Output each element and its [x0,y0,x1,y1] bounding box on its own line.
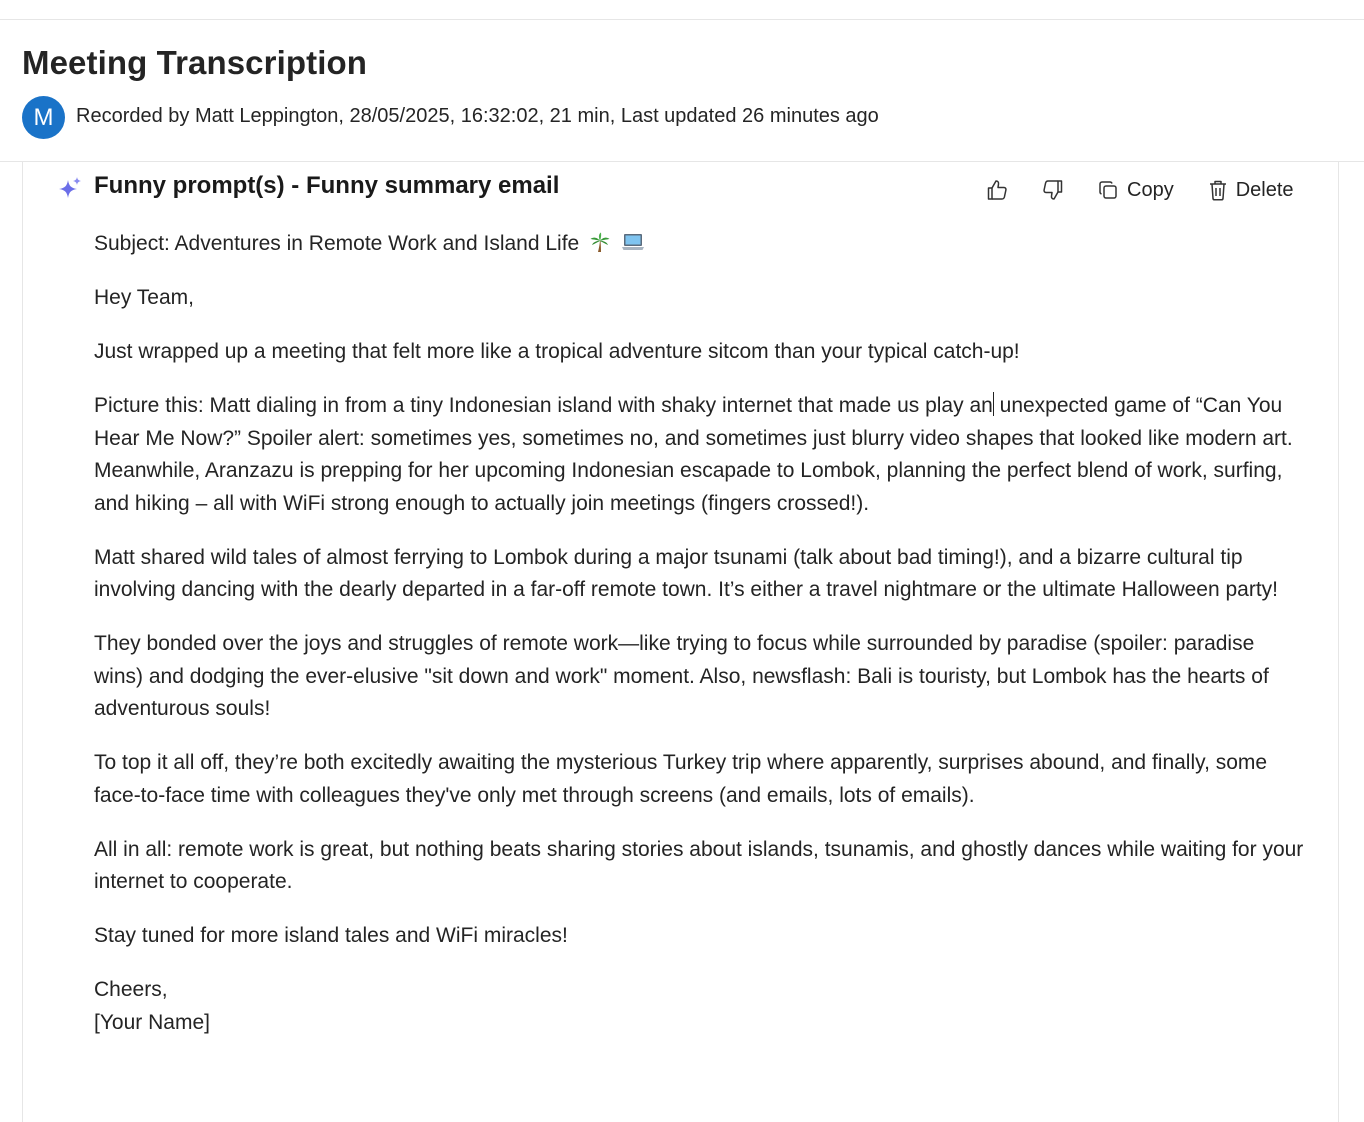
signoff-text: Cheers, [94,978,168,1001]
email-paragraph-1: Just wrapped up a meeting that felt more like a tropical adventure sitcom than your typical catch-up! [94,340,1020,363]
copy-label: Copy [1127,178,1174,201]
email-paragraph-2 [94,390,1309,520]
email-subject [94,228,1309,261]
email-greeting: Hey Team, [94,286,194,309]
page-header [0,20,1364,162]
email-body [94,228,1309,1039]
copy-button[interactable] [1097,176,1174,204]
copy-icon [1097,179,1119,201]
email-paragraph-7: Stay tuned for more island tales and WiFi miracles! [94,924,568,947]
delete-button[interactable] [1208,176,1294,204]
laptop-icon [621,231,645,253]
card-actions [985,176,1294,204]
email-paragraph-5: To top it all off, they’re both excitedly awaiting the mysterious Turkey trip where apparently, surprises abound, and finally, some face-to-face time with colleagues they've only met through screens (and emails, lots of emails). [94,751,1268,807]
summary-card [22,162,1339,1122]
card-title: Funny prompt(s) - Funny summary email [94,172,560,199]
palm-tree-icon [589,231,611,253]
delete-label: Delete [1235,178,1294,201]
avatar[interactable] [22,96,65,139]
email-paragraph-6: All in all: remote work is great, but nothing beats sharing stories about islands, tsunamis, and ghostly dances while waiting for your internet to cooperate. [94,837,1304,893]
avatar-letter: M [33,103,54,131]
signature-text: [Your Name] [94,1010,210,1034]
sparkle-icon [57,176,83,202]
recording-meta: Recorded by Matt Leppington, 28/05/2025, 16:32:02, 21 min, Last updated 26 minutes ago [76,105,879,127]
thumbs-down-icon [1041,178,1065,202]
page-title: Meeting Transcription [22,44,367,81]
email-paragraph-3: Matt shared wild tales of almost ferrying to Lombok during a major tsunami (talk about bad timing!), and a bizarre cultural tip involving dancing with the dearly departed in a far-off remote town. It’s either a travel nightmare or the ultimate Halloween party! [94,545,1279,601]
thumbs-up-icon [985,178,1009,202]
paragraph-2-end: unexpected game of “Can You Hear Me Now?” Spoiler alert: sometimes yes, sometimes no, and sometimes just blurry video shapes that looked like modern art. Meanwhile, Aranzazu is prepping for her upcoming Indonesian escapade to Lombok, planning the perfect blend of work, surfing, and hiking – all with WiFi strong enough to actually join meetings (fingers crossed!). [94,394,1293,515]
paragraph-2-start: Picture this: Matt dialing in from a tiny Indonesian island with shaky internet that made us play an [94,394,993,417]
subject-text: Subject: Adventures in Remote Work and Island Life [94,232,580,255]
trash-icon [1208,179,1228,201]
dislike-button[interactable] [1041,176,1065,204]
email-signoff [94,974,1309,1039]
email-paragraph-4: They bonded over the joys and struggles of remote work—like trying to focus while surrounded by paradise (spoiler: paradise wins) and dodging the ever-elusive "sit down and work" moment. Also, newsflash: Bali is touristy, but Lombok has the hearts of adventurous souls! [94,632,1269,720]
like-button[interactable] [985,176,1009,204]
